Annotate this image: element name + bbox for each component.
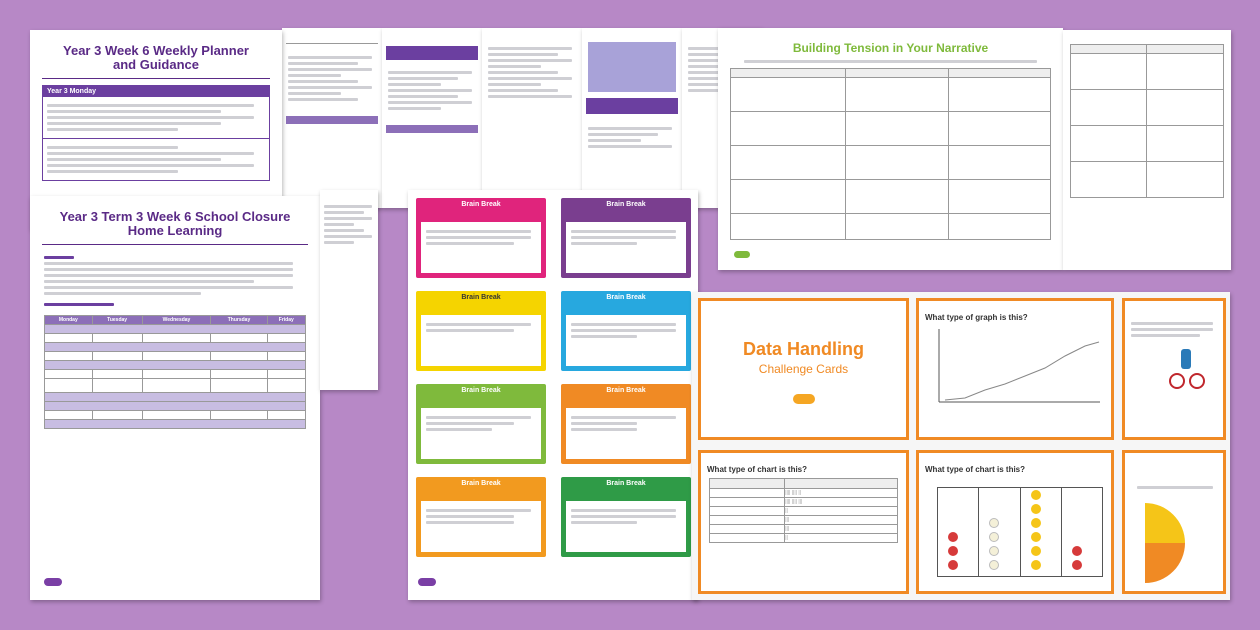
flower-icon	[1031, 518, 1041, 528]
pictogram-question: What type of chart is this?	[925, 465, 1026, 474]
flower-icon	[989, 532, 999, 542]
brain-break-sheet	[408, 190, 698, 600]
pie-chart	[1095, 493, 1195, 593]
planner-page-mid	[320, 190, 378, 390]
timetable-header: Friday	[267, 316, 305, 325]
pictogram-card	[916, 450, 1114, 594]
twinkl-logo-icon	[418, 578, 436, 586]
line-graph-card	[916, 298, 1114, 440]
planner-page-3	[382, 28, 482, 208]
flower-icon	[948, 546, 958, 556]
graph-question: What type of graph is this?	[925, 313, 1028, 322]
planner-page-4	[482, 28, 582, 208]
timetable-header: Monday	[45, 316, 93, 325]
twinkl-logo-icon	[44, 578, 62, 586]
timetable-header: Thursday	[211, 316, 267, 325]
timetable	[44, 315, 306, 429]
brain-break-card: Brain Break	[416, 291, 546, 371]
flower-icon	[1072, 546, 1082, 556]
brain-break-card: Brain Break	[416, 198, 546, 278]
pictogram-chart	[937, 487, 1103, 577]
planner-page-5	[582, 28, 682, 208]
tension-table	[730, 68, 1051, 240]
flower-icon	[1031, 490, 1041, 500]
planner-title: Year 3 Week 6 Weekly Planner	[63, 43, 249, 58]
planner-section-bar: Year 3 Monday	[43, 86, 269, 97]
planner-page-2	[282, 28, 382, 208]
brain-break-card: Brain Break	[416, 384, 546, 464]
tally-question: What type of chart is this?	[707, 465, 808, 474]
brain-break-card: Brain Break	[561, 198, 691, 278]
line-graph	[925, 324, 1105, 414]
flower-icon	[1031, 532, 1041, 542]
data-handling-title: Data Handling	[742, 339, 864, 359]
brain-break-card: Brain Break	[561, 291, 691, 371]
flower-icon	[1072, 560, 1082, 570]
brain-break-card: Brain Break	[561, 384, 691, 464]
home-learning-subtitle: Home Learning	[127, 223, 223, 238]
data-handling-sheet	[692, 292, 1230, 600]
tally-chart-card	[698, 450, 909, 594]
flower-icon	[948, 560, 958, 570]
bicycle-icon	[1169, 345, 1205, 389]
timetable-header: Wednesday	[142, 316, 211, 325]
tension-sheet-2	[1063, 30, 1231, 270]
tally-table: |||| |||| || |||| |||| ||| || ||| ||| ||	[709, 478, 898, 543]
flower-icon	[989, 518, 999, 528]
flower-icon	[989, 560, 999, 570]
cyclist-card	[1122, 298, 1226, 440]
data-handling-subtitle: Challenge Cards	[758, 362, 849, 376]
timetable-header: Tuesday	[92, 316, 142, 325]
home-learning-sheet	[30, 196, 320, 600]
flower-icon	[1031, 504, 1041, 514]
flower-icon	[989, 546, 999, 556]
twinkl-logo-icon	[734, 251, 750, 258]
data-handling-title-card	[698, 298, 909, 440]
brain-break-card: Brain Break	[561, 477, 691, 557]
tension-sheet	[718, 28, 1063, 270]
planner-subtitle: and Guidance	[113, 57, 199, 72]
twinkl-logo-icon	[793, 394, 815, 404]
tension-title: Building Tension in Your Narrative	[792, 41, 989, 55]
pie-chart-card	[1122, 450, 1226, 594]
brain-break-card: Brain Break	[416, 477, 546, 557]
flower-icon	[1031, 546, 1041, 556]
flower-icon	[948, 532, 958, 542]
home-learning-title: Year 3 Term 3 Week 6 School Closure	[59, 209, 291, 224]
flower-icon	[1031, 560, 1041, 570]
